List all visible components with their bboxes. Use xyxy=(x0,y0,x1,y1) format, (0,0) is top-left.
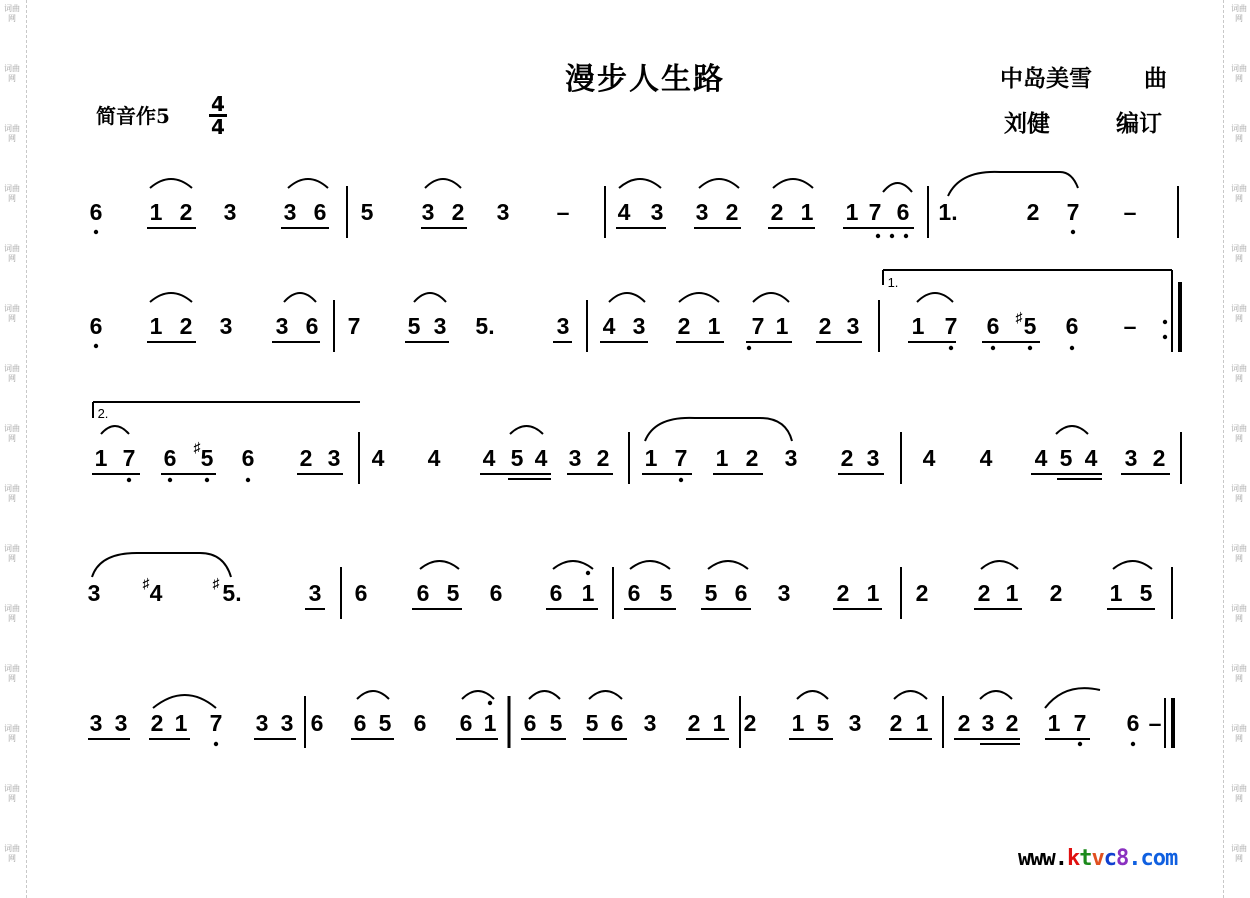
note-5-19: 2 xyxy=(687,710,701,736)
octave-dot xyxy=(246,478,250,482)
volta-2-label: 2. xyxy=(97,406,109,421)
note-3-1: 1 xyxy=(94,445,108,471)
note-5-24: 3 xyxy=(848,710,862,736)
note-4-8: 6 xyxy=(489,580,503,606)
note-1-16: 2 xyxy=(770,199,784,225)
note-5-11: 6 xyxy=(413,710,427,736)
note-3-25: 5 xyxy=(1059,445,1073,471)
wm-www: www. xyxy=(1018,846,1067,871)
note-1-13: 3 xyxy=(650,199,664,225)
note-4-23: 5 xyxy=(1139,580,1153,606)
note-1-3: 2 xyxy=(179,199,193,225)
octave-dot xyxy=(1131,742,1135,746)
note-5-25: 2 xyxy=(889,710,903,736)
note-5-5: 7 xyxy=(209,710,223,736)
note-2-3: 2 xyxy=(179,313,193,339)
note-2-16: 7 xyxy=(751,313,765,339)
side-watermark-right: 词曲网 xyxy=(1231,304,1247,323)
note-3-2: 7 xyxy=(122,445,136,471)
note-5-33: – xyxy=(1148,710,1162,736)
tie-slur xyxy=(153,695,216,708)
note-5-2: 3 xyxy=(114,710,128,736)
octave-dot xyxy=(747,346,751,350)
note-3-8: 4 xyxy=(371,445,385,471)
note-1-23: 7 xyxy=(1066,199,1080,225)
note-1-21: 1. xyxy=(938,199,958,225)
side-watermark-left: 词曲网 xyxy=(4,4,20,23)
note-2-2: 1 xyxy=(149,313,163,339)
note-2-14: 2 xyxy=(677,313,691,339)
note-4-1: 3 xyxy=(87,580,101,606)
wm-com: .com xyxy=(1128,846,1178,871)
side-watermark-left: 词曲网 xyxy=(4,304,20,323)
tie-slur xyxy=(630,561,670,569)
note-3-17: 1 xyxy=(715,445,729,471)
note-1-8: 3 xyxy=(421,199,435,225)
tie-slur xyxy=(894,691,927,699)
note-1-12: 4 xyxy=(617,199,631,225)
note-2-19: 3 xyxy=(846,313,860,339)
note-2-22: 6 xyxy=(986,313,1000,339)
side-watermark-right: 词曲网 xyxy=(1231,724,1247,743)
side-watermark-right: 词曲网 xyxy=(1231,424,1247,443)
wm-v: v xyxy=(1091,846,1104,871)
note-1-10: 3 xyxy=(496,199,510,225)
note-1-5: 3 xyxy=(283,199,297,225)
side-watermark-right: 词曲网 xyxy=(1231,64,1247,83)
octave-dot xyxy=(1070,346,1074,350)
octave-dot xyxy=(1078,742,1082,746)
note-2-4: 3 xyxy=(219,313,233,339)
note-1-7: 5 xyxy=(360,199,374,225)
sharp-sign: ♯ xyxy=(1015,309,1023,325)
note-5-23: 5 xyxy=(816,710,830,736)
sharp-sign: ♯ xyxy=(212,575,220,591)
note-2-17: 1 xyxy=(775,313,789,339)
phrase-slur xyxy=(948,172,1078,196)
tie-slur xyxy=(589,691,622,699)
note-5-29: 2 xyxy=(1005,710,1019,736)
note-4-22: 1 xyxy=(1109,580,1123,606)
note-3-15: 1 xyxy=(644,445,658,471)
wm-num: 8 xyxy=(1115,846,1129,871)
volta-1-label: 1. xyxy=(887,275,899,290)
note-5-14: 6 xyxy=(523,710,537,736)
note-2-11: 3 xyxy=(556,313,570,339)
note-4-18: 2 xyxy=(915,580,929,606)
note-3-19: 3 xyxy=(784,445,798,471)
note-2-18: 2 xyxy=(818,313,832,339)
note-2-7: 7 xyxy=(347,313,361,339)
tie-slur xyxy=(357,691,389,699)
tie-slur xyxy=(708,561,748,569)
note-5-4: 1 xyxy=(174,710,188,736)
note-4-17: 1 xyxy=(866,580,880,606)
note-5-20: 1 xyxy=(712,710,726,736)
side-watermark-right: 词曲网 xyxy=(1231,844,1247,863)
side-watermark-right: 词曲网 xyxy=(1231,184,1247,203)
composer-role: 曲 xyxy=(1144,65,1167,92)
tie-slur xyxy=(101,426,129,434)
octave-dot xyxy=(1071,230,1075,234)
note-4-11: 6 xyxy=(627,580,641,606)
note-2-8: 5 xyxy=(407,313,421,339)
note-4-3: 5. xyxy=(222,580,242,606)
note-3-20: 2 xyxy=(840,445,854,471)
note-4-10: 1 xyxy=(581,580,595,606)
sharp-sign: ♯ xyxy=(193,439,201,455)
note-2-6: 6 xyxy=(305,313,319,339)
note-4-4: 3 xyxy=(308,580,322,606)
note-4-12: 5 xyxy=(659,580,673,606)
note-5-32: 6 xyxy=(1126,710,1140,736)
note-1-1: 6 xyxy=(89,199,103,225)
note-3-4: 5 xyxy=(200,445,214,471)
time-signature-top: 4 xyxy=(211,92,225,116)
note-4-14: 6 xyxy=(734,580,748,606)
note-3-12: 4 xyxy=(534,445,548,471)
note-2-23: 5 xyxy=(1023,313,1037,339)
tie-slur xyxy=(425,179,461,188)
note-3-5: 6 xyxy=(241,445,255,471)
note-5-16: 5 xyxy=(585,710,599,736)
tie-slur xyxy=(150,293,192,302)
phrase-slur xyxy=(1045,688,1100,708)
side-watermark-left: 词曲网 xyxy=(4,844,20,863)
side-watermark-right: 词曲网 xyxy=(1231,364,1247,383)
note-2-10: 5. xyxy=(475,313,495,339)
note-2-1: 6 xyxy=(89,313,103,339)
octave-dot xyxy=(1028,346,1032,350)
side-watermark-left: 词曲网 xyxy=(4,544,20,563)
note-2-21: 7 xyxy=(944,313,958,339)
note-4-2: 4 xyxy=(149,580,163,606)
tie-slur xyxy=(510,426,543,434)
tie-slur xyxy=(1113,561,1152,569)
note-3-18: 2 xyxy=(745,445,759,471)
octave-dot xyxy=(205,478,209,482)
tie-slur xyxy=(553,561,593,569)
note-1-11: – xyxy=(556,199,570,225)
note-1-19: 7 xyxy=(868,199,882,225)
side-watermark-right: 词曲网 xyxy=(1231,784,1247,803)
phrase-slur xyxy=(645,418,792,441)
note-5-26: 1 xyxy=(915,710,929,736)
note-4-7: 5 xyxy=(446,580,460,606)
octave-dot xyxy=(679,478,683,482)
note-3-28: 2 xyxy=(1152,445,1166,471)
note-2-5: 3 xyxy=(275,313,289,339)
tie-slur xyxy=(529,691,560,699)
note-4-6: 6 xyxy=(416,580,430,606)
note-3-13: 3 xyxy=(568,445,582,471)
wm-k: k xyxy=(1066,846,1080,871)
note-5-22: 1 xyxy=(791,710,805,736)
note-4-20: 1 xyxy=(1005,580,1019,606)
tie-slur xyxy=(797,691,828,699)
note-4-16: 2 xyxy=(836,580,850,606)
side-watermark-right: 词曲网 xyxy=(1231,664,1247,683)
note-2-9: 3 xyxy=(433,313,447,339)
side-watermark-left: 词曲网 xyxy=(4,784,20,803)
side-watermark-left: 词曲网 xyxy=(4,364,20,383)
note-5-12: 6 xyxy=(459,710,473,736)
side-watermark-right: 词曲网 xyxy=(1231,124,1247,143)
note-3-23: 4 xyxy=(979,445,993,471)
note-5-3: 2 xyxy=(150,710,164,736)
note-3-21: 3 xyxy=(866,445,880,471)
tie-slur xyxy=(414,293,446,302)
tie-slur xyxy=(609,293,645,302)
note-1-18: 1 xyxy=(845,199,859,225)
note-3-14: 2 xyxy=(596,445,610,471)
octave-dot xyxy=(949,346,953,350)
note-3-16: 7 xyxy=(674,445,688,471)
tie-slur xyxy=(917,293,953,302)
side-watermark-left: 词曲网 xyxy=(4,424,20,443)
note-3-9: 4 xyxy=(427,445,441,471)
note-4-5: 6 xyxy=(354,580,368,606)
note-5-1: 3 xyxy=(89,710,103,736)
note-5-10: 5 xyxy=(378,710,392,736)
tie-slur xyxy=(883,183,912,192)
note-5-28: 3 xyxy=(981,710,995,736)
octave-dot xyxy=(127,478,131,482)
tie-slur xyxy=(1056,426,1088,434)
note-5-30: 1 xyxy=(1047,710,1061,736)
side-watermark-right: 词曲网 xyxy=(1231,604,1247,623)
note-1-4: 3 xyxy=(223,199,237,225)
note-3-11: 5 xyxy=(510,445,524,471)
note-4-21: 2 xyxy=(1049,580,1063,606)
note-4-15: 3 xyxy=(777,580,791,606)
note-5-7: 3 xyxy=(280,710,294,736)
side-watermark-left: 词曲网 xyxy=(4,604,20,623)
side-watermark-left: 词曲网 xyxy=(4,124,20,143)
tie-slur xyxy=(773,179,813,188)
tie-slur xyxy=(753,293,789,302)
octave-dot xyxy=(991,346,995,350)
site-watermark xyxy=(1018,846,1177,871)
side-watermark-right: 词曲网 xyxy=(1231,484,1247,503)
arranger-name: 刘健 xyxy=(1004,110,1050,137)
tie-slur xyxy=(462,691,494,699)
note-2-15: 1 xyxy=(707,313,721,339)
tie-slur xyxy=(980,691,1012,699)
side-watermark-left: 词曲网 xyxy=(4,484,20,503)
note-5-6: 3 xyxy=(255,710,269,736)
tie-slur xyxy=(699,179,739,188)
note-1-15: 2 xyxy=(725,199,739,225)
sharp-sign: ♯ xyxy=(142,575,150,591)
note-3-3: 6 xyxy=(163,445,177,471)
octave-dot xyxy=(214,742,218,746)
song-title: 漫步人生路 xyxy=(565,62,725,97)
side-watermark-left: 词曲网 xyxy=(4,244,20,263)
high-dot xyxy=(488,701,492,705)
transcriber-credit: 简音作5 xyxy=(96,104,170,128)
tie-slur xyxy=(288,179,328,188)
note-3-7: 3 xyxy=(327,445,341,471)
note-2-25: – xyxy=(1123,313,1137,339)
octave-dot xyxy=(94,230,98,234)
note-1-6: 6 xyxy=(313,199,327,225)
octave-dot xyxy=(904,234,908,238)
side-watermark-right: 词曲网 xyxy=(1231,4,1247,23)
note-1-17: 1 xyxy=(800,199,814,225)
note-3-27: 3 xyxy=(1124,445,1138,471)
note-5-9: 6 xyxy=(353,710,367,736)
note-1-24: – xyxy=(1123,199,1137,225)
note-1-9: 2 xyxy=(451,199,465,225)
side-watermark-right: 词曲网 xyxy=(1231,544,1247,563)
time-signature-bottom: 4 xyxy=(211,115,225,139)
tie-slur xyxy=(420,561,459,569)
note-2-20: 1 xyxy=(911,313,925,339)
composer-name: 中岛美雪 xyxy=(1000,65,1092,92)
note-1-22: 2 xyxy=(1026,199,1040,225)
arranger-role: 编订 xyxy=(1116,110,1162,137)
side-watermark-left: 词曲网 xyxy=(4,64,20,83)
note-3-26: 4 xyxy=(1084,445,1098,471)
octave-dot xyxy=(890,234,894,238)
tie-slur xyxy=(284,293,316,302)
note-4-19: 2 xyxy=(977,580,991,606)
tie-slur xyxy=(619,179,661,188)
wm-c: c xyxy=(1103,846,1116,871)
side-watermark-left: 词曲网 xyxy=(4,184,20,203)
note-5-21: 2 xyxy=(743,710,757,736)
note-3-6: 2 xyxy=(299,445,313,471)
note-1-14: 3 xyxy=(695,199,709,225)
note-1-2: 1 xyxy=(149,199,163,225)
note-3-24: 4 xyxy=(1034,445,1048,471)
note-5-8: 6 xyxy=(310,710,324,736)
note-4-9: 6 xyxy=(549,580,563,606)
note-5-18: 3 xyxy=(643,710,657,736)
note-5-17: 6 xyxy=(610,710,624,736)
note-5-15: 5 xyxy=(549,710,563,736)
phrase-slur xyxy=(92,553,231,577)
tie-slur xyxy=(150,179,192,188)
high-dot xyxy=(586,571,590,575)
note-5-13: 1 xyxy=(483,710,497,736)
side-watermark-left: 词曲网 xyxy=(4,664,20,683)
tie-slur xyxy=(679,293,719,302)
note-1-20: 6 xyxy=(896,199,910,225)
note-3-10: 4 xyxy=(482,445,496,471)
repeat-dot xyxy=(1163,335,1167,339)
repeat-dot xyxy=(1163,320,1167,324)
octave-dot xyxy=(94,344,98,348)
note-3-22: 4 xyxy=(922,445,936,471)
note-2-12: 4 xyxy=(602,313,616,339)
note-2-13: 3 xyxy=(632,313,646,339)
note-5-31: 7 xyxy=(1073,710,1087,736)
octave-dot xyxy=(168,478,172,482)
wm-t: t xyxy=(1079,846,1092,871)
note-5-27: 2 xyxy=(957,710,971,736)
note-4-13: 5 xyxy=(704,580,718,606)
side-watermark-left: 词曲网 xyxy=(4,724,20,743)
octave-dot xyxy=(876,234,880,238)
side-watermark-right: 词曲网 xyxy=(1231,244,1247,263)
tie-slur xyxy=(981,561,1018,569)
note-2-24: 6 xyxy=(1065,313,1079,339)
